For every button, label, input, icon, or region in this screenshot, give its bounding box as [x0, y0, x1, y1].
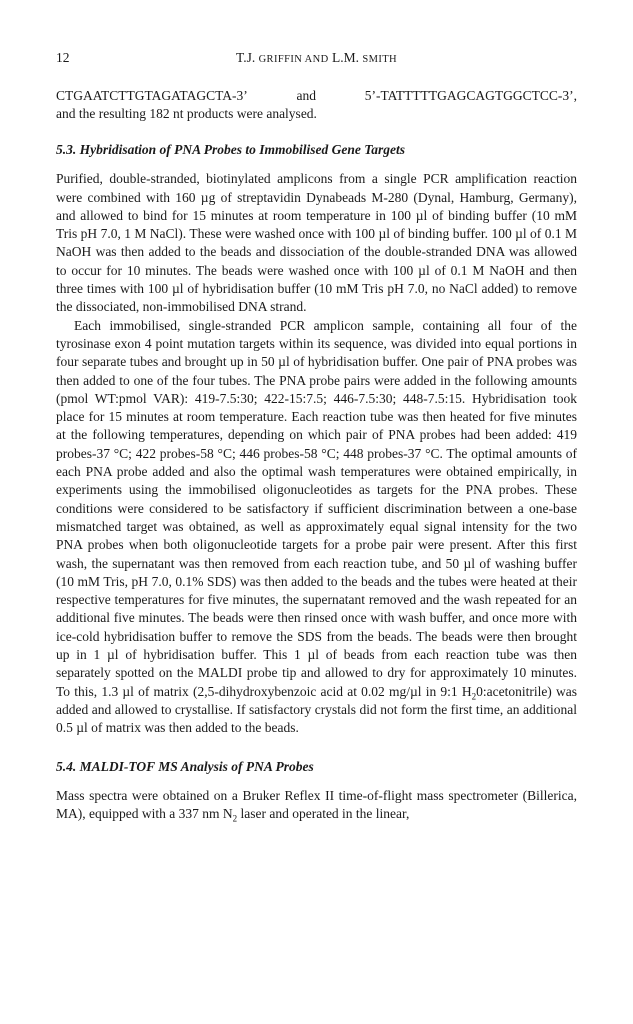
page-number: 12	[56, 50, 70, 65]
paragraph-hybridisation-1: Purified, double-stranded, biotinylated amplicons from a single PCR amplification reaction were combined with 160 µg of streptavidin Dynabeads M-280 (Dynal, Hamburg, Germany), and allowed to bind for 15 minutes at room temperature in 100 µl of binding buffer (10 mM Tris pH 7.0, 1 M NaCl). These were washed once with 100 µl of binding buffer. 100 µl of 0.1 M NaOH was then added to the beads and dissociation of the double-stranded DNA was allowed to occur for 10 minutes. The beads were washed once with 100 µl of 0.1 M NaOH and then three times with 100 µl of hybridisation buffer (10 mM Tris pH 7.0, no NaCl added) to remove the dissociated, non-immobilised DNA strand.	[56, 171, 577, 315]
section-heading-5-3: 5.3. Hybridisation of PNA Probes to Immobilised Gene Targets	[56, 142, 406, 158]
author-initial-2: L.M.	[332, 50, 359, 65]
section-heading-5-4: 5.4. MALDI-TOF MS Analysis of PNA Probes	[56, 758, 314, 774]
paragraph-maldi	[56, 787, 577, 824]
author-name-1: GRIFFIN AND	[258, 54, 329, 65]
primer-sequence-line	[56, 86, 577, 105]
running-head	[56, 50, 577, 72]
author-name-2: SMITH	[362, 54, 398, 65]
primer-sequence-b: 5’-TATTTTTGAGCAGTGGCTCC-3’,	[364, 88, 577, 103]
running-title	[56, 50, 577, 66]
paragraph-text: Mass spectra were obtained on a Bruker Reflex II time-of-flight mass spectrometer (Billerica, MA), equipped with a 337 nm N	[56, 787, 577, 821]
primer-sequence-and: and	[296, 88, 316, 103]
page	[56, 50, 577, 823]
paragraph-text: 0:acetonitrile) was added and allowed to crystallise. If satisfactory crystals did not form the first time, an additional 0.5 µl of matrix was then added to the beads.	[56, 683, 577, 736]
author-initial-1: T.J.	[235, 50, 256, 65]
primer-sequence-a: CTGAATCTTGTAGATAGCTA-3’	[56, 88, 248, 103]
intro-text: and the resulting 182 nt products were analysed.	[56, 106, 317, 121]
paragraph-hybridisation-2	[56, 317, 577, 738]
subscript: 2	[471, 691, 477, 702]
paragraph-text: laser and operated in the linear,	[237, 805, 410, 821]
paragraph-text: Each immobilised, single-stranded PCR amplicon sample, containing all four of the tyrosinase exon 4 point mutation targets within its sequence, was divided into equal portions in four separate tubes and brought up in 50 µl of hybridisation buffer. One pair of PNA probes was then added to one of the four tubes. The PNA probe pairs were added in the following amounts (pmol WT:pmol VAR): 419-7.5:30; 422-15:7.5; 446-7.5:30; 448-7.5:15. Hybridisation took place for 15 minutes at room temperature. Each reaction tube was then heated for five minutes at the following temperatures, depending on which pair of PNA probes had been added: 419 probes-37 °C; 422 probes-58 °C; 446 probes-58 °C; 448 probes-37 °C. The optimal amounts of each PNA probe added and also the optimal wash temperatures were obtained empirically, in experiments using the immobilised oligonucleotides as targets for the PNA probes. These conditions were considered to be satisfactory if sufficient discrimination between a one-base mismatched target was obtained, as well as approximately equal signal intensity for the two PNA probes when both oligonucleotide targets for a probe pair were present. After this first wash, the supernatant was then removed from each reaction tube, and 50 µl of washing buffer (10 mM Tris, pH 7.0, 0.1% SDS) was then added to the beads and the tubes were heated at their respective temperatures for five minutes, the supernatant removed and the wash repeated for an additional five minutes. The beads were then rinsed once with wash buffer, and once more with ice-cold hybridisation buffer to remove the SDS from the beads. The beads were then brought up in 1 µl of hybridisation buffer. This 1 µl of beads from each reaction tube was then separately spotted on the MALDI probe tip and allowed to dry for approximately 10 minutes. To this, 1.3 µl of matrix (2,5-dihydroxybenzoic acid at 0.02 mg/µl in 9:1 H	[56, 317, 577, 699]
subscript: 2	[232, 813, 238, 824]
